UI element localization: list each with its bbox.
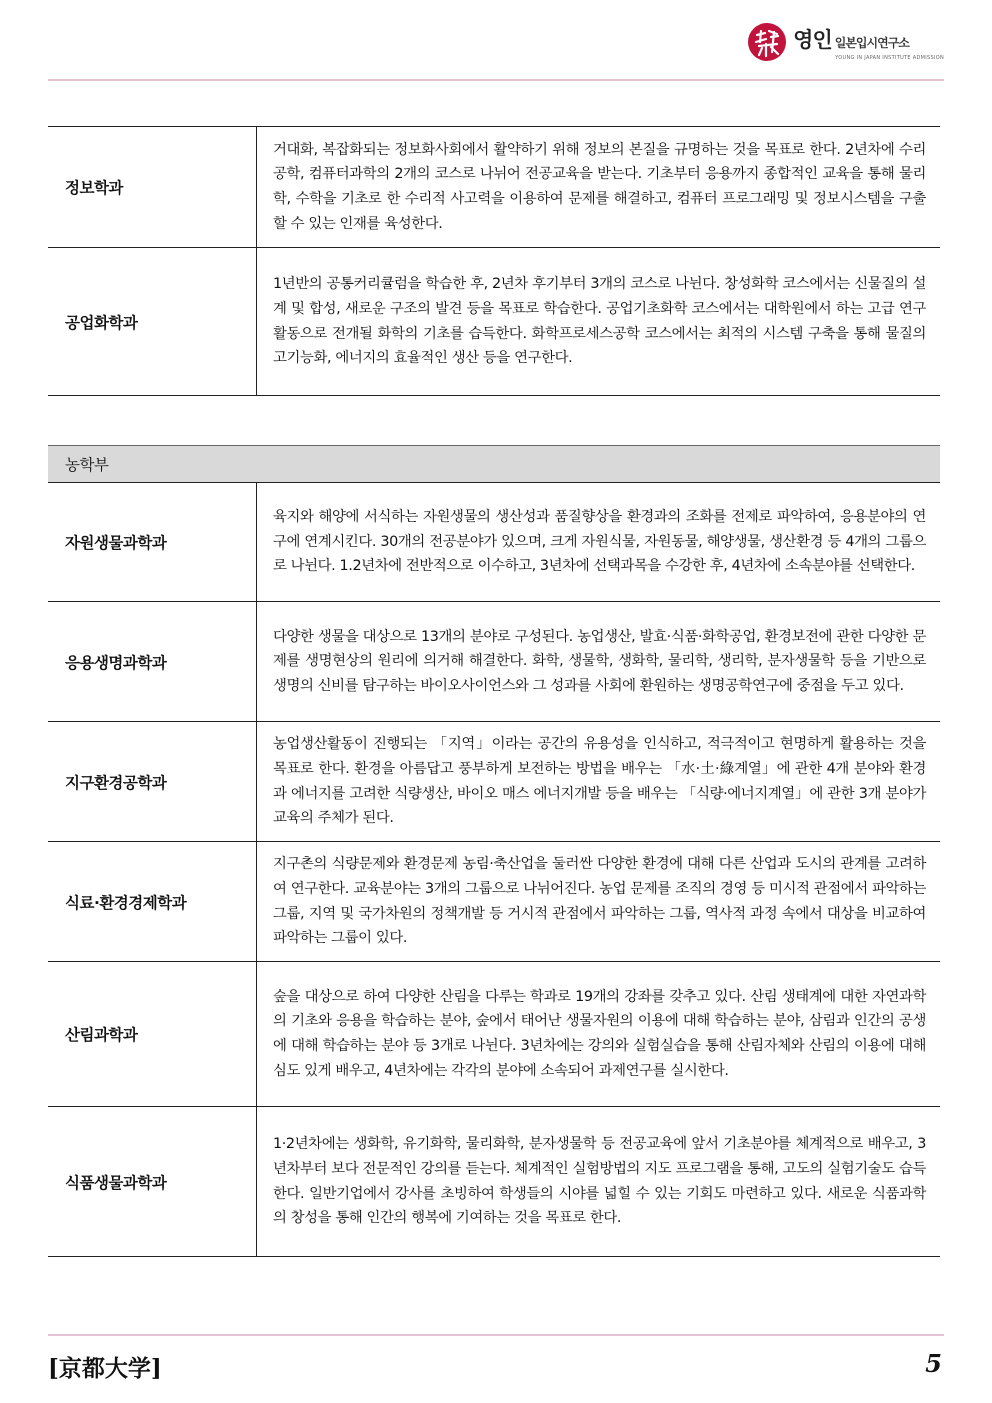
footer-divider	[48, 1334, 944, 1336]
table-row	[48, 483, 940, 602]
department-table-engineering	[48, 126, 940, 396]
department-name: 식료·환경경제학과	[48, 842, 257, 962]
department-name: 산림과학과	[48, 962, 257, 1107]
table-row	[48, 1107, 940, 1257]
table-row	[48, 722, 940, 842]
institute-name: 일본입시연구소	[834, 35, 909, 50]
table-row	[48, 842, 940, 962]
department-description: 거대화, 복잡화되는 정보화사회에서 활약하기 위해 정보의 본질을 규명하는 것을 목표로 한다. 2년차에 수리공학, 컴퓨터과학의 2개의 코스로 나뉘어 전공교육을 받는다. 기초부터 응용까지 종합적인 교육을 통해 물리학, 수학을 기초로 한 수리적 사고력을 이용하여 문제를 해결하고, 컴퓨터 프로그래밍 및 정보시스템을 구출할 수 있는 인재를 육성한다.	[257, 127, 941, 248]
department-name: 정보학과	[48, 127, 257, 248]
table-row	[48, 248, 940, 396]
calligraphy-seal-icon	[747, 22, 787, 62]
table-row	[48, 602, 940, 722]
table-row	[48, 962, 940, 1107]
department-description: 농업생산활동이 진행되는 「지역」이라는 공간의 유용성을 인식하고, 적극적이고 현명하게 활용하는 것을 목표로 한다. 환경을 아름답고 풍부하게 보전하는 방법을 배우는 「水·土·綠계열」에 관한 4개 분야와 환경과 에너지를 고려한 식량생산, 바이오 매스 에너지개발 등을 배우는 「식량·에너지계열」에 관한 3개 분야가 교육의 주체가 된다.	[257, 722, 941, 842]
section-header-row	[48, 446, 940, 483]
department-description: 지구촌의 식량문제와 환경문제 농림·축산업을 둘러싼 다양한 환경에 대해 다른 산업과 도시의 관계를 고려하여 연구한다. 교육분야는 3개의 그룹으로 나뉘어진다. 농업 문제를 조직의 경영 등 미시적 관점에서 파악하는 그룹, 지역 및 국가차원의 정책개발 등 거시적 관점에서 파악하는 그룹, 역사적 과정 속에서 대상을 비교하여 파악하는 그룹이 있다.	[257, 842, 941, 962]
department-name: 지구환경공학과	[48, 722, 257, 842]
department-name: 자원생물과학과	[48, 483, 257, 602]
header-divider	[48, 79, 944, 81]
department-description: 육지와 해양에 서식하는 자원생물의 생산성과 품질향상을 환경과의 조화를 전제로 파악하여, 응용분야의 연구에 연계시킨다. 30개의 전공분야가 있으며, 크게 자원식물, 자원동물, 해양생물, 생산환경 등 4개의 그룹으로 나뉜다. 1.2년차에 전반적으로 이수하고, 3년차에 선택과목을 수강한 후, 4년차에 소속분야를 선택한다.	[257, 483, 941, 602]
department-description: 1·2년차에는 생화학, 유기화학, 물리화학, 분자생물학 등 전공교육에 앞서 기초분야를 체계적으로 배우고, 3년차부터 보다 전문적인 강의를 듣는다. 체계적인 실험방법의 지도 프로그램을 통해, 고도의 실험기술도 습득한다. 일반기업에서 강사를 초빙하여 학생들의 시야를 넓힐 수 있는 기회도 마련하고 있다. 새로운 식품과학의 창성을 통해 인간의 행복에 기여하는 것을 목표로 한다.	[257, 1107, 941, 1257]
department-name: 응용생명과학과	[48, 602, 257, 722]
department-name: 식품생물과학과	[48, 1107, 257, 1257]
department-description: 1년반의 공통커리큘럼을 학습한 후, 2년차 후기부터 3개의 코스로 나뉜다. 창성화학 코스에서는 신물질의 설계 및 합성, 새로운 구조의 발견 등을 목표로 학습한다. 공업기초화학 코스에서는 대학원에서 하는 고급 연구활동으로 전개될 화학의 기초를 습득한다. 화학프로세스공학 코스에서는 최적의 시스템 구축을 통해 물질의 고기능화, 에너지의 효율적인 생산 등을 연구한다.	[257, 248, 941, 396]
department-table-agriculture	[48, 445, 940, 1257]
department-description: 다양한 생물을 대상으로 13개의 분야로 구성된다. 농업생산, 발효·식품·화학공업, 환경보전에 관한 다양한 문제를 생명현상의 원리에 의거해 해결한다. 화학, 생물학, 생화학, 물리학, 생리학, 분자생물학 등을 기반으로 생명의 신비를 탐구하는 바이오사이언스와 그 성과를 사회에 환원하는 생명공학연구에 중점을 두고 있다.	[257, 602, 941, 722]
footer-university: [京都大学]	[48, 1355, 162, 1382]
brand-tagline: YOUNG IN JAPAN INSTITUTE ADMISSION	[835, 54, 944, 61]
department-name: 공업화학과	[48, 248, 257, 396]
page-number: 5	[925, 1349, 942, 1378]
table-row	[48, 127, 940, 248]
institute-logo	[747, 18, 944, 66]
section-title: 농학부	[48, 446, 940, 483]
brand-name: 영인	[793, 27, 832, 52]
department-description: 숲을 대상으로 하여 다양한 산림을 다루는 학과로 19개의 강좌를 갖추고 있다. 산림 생태계에 대한 자연과학의 기초와 응용을 학습하는 분야, 숲에서 태어난 생물자원의 이용에 대해 학습하는 분야, 삼림과 인간의 공생에 대해 학습하는 분야 등 3개로 나뉜다. 3년차에는 강의와 실험실습을 통해 산림자체와 산림의 이용에 대해 심도 있게 배우고, 4년차에는 각각의 분야에 소속되어 과제연구를 실시한다.	[257, 962, 941, 1107]
